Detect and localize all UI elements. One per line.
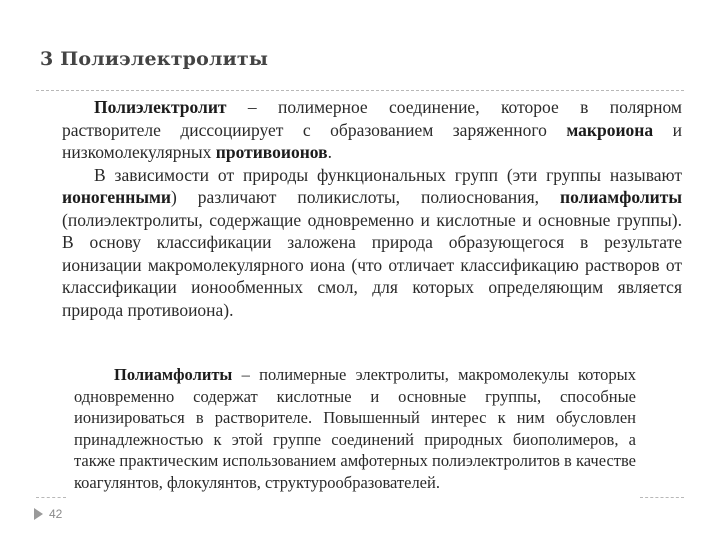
paragraph-definition — [62, 96, 682, 164]
definition-text-3: . — [327, 142, 332, 162]
classification-text-3: (полиэлектролиты, содержащие одновременно и кислотные и основные группы). В основу классификации заложена природа образующегося в результате ионизации макромолекулярного иона (что отличает классификацию растворов от классификации ионообменных смол, для которых определяющим является природа противоиона). — [62, 209, 682, 320]
scanned-text-block-polyampholytes — [74, 364, 636, 494]
definition-text-2: и низкомолекулярных — [62, 119, 682, 162]
slide-footer — [34, 505, 62, 523]
polyampholytes-text: – полимерные электролиты, макромолекулы которых одновременно содержат кислотные и основные группы, способные ионизироваться в растворителе. Повышенный интерес к ним обусловлен принадлежностью к этой группе соединений природных биополимеров, а также практическим использованием амфотерных полиэлектролитов в качестве коагулянтов, флокулянтов, структурообразователей. — [74, 365, 636, 492]
definition-text-1: – полимерное соединение, которое в полярном растворителе диссоциирует с образованием заряженного — [62, 97, 682, 140]
term-ionogenic: ионогенными — [62, 187, 171, 207]
scanned-text-block-main — [62, 96, 682, 321]
arrow-right-icon — [34, 508, 43, 520]
term-polyampholytes: полиамфолиты — [560, 187, 682, 207]
bottom-divider-right — [640, 497, 684, 498]
paragraph-polyampholytes — [74, 364, 636, 494]
slide-title: 3 Полиэлектролиты — [40, 48, 269, 70]
classification-text-1: В зависимости от природы функциональных групп (эти группы называют — [94, 164, 682, 185]
term-polyampholytes-definition: Полиамфолиты — [114, 365, 233, 384]
term-macroion: макроиона — [566, 119, 654, 140]
classification-text-2: ) различают поликислоты, полиоснования, — [170, 187, 561, 207]
page-number: 42 — [49, 507, 63, 521]
paragraph-classification — [62, 164, 682, 322]
bottom-divider-left — [36, 497, 66, 498]
term-counterions: противоионов — [215, 142, 328, 162]
term-polyelectrolyte: Полиэлектролит — [94, 97, 227, 117]
top-divider — [36, 90, 684, 91]
